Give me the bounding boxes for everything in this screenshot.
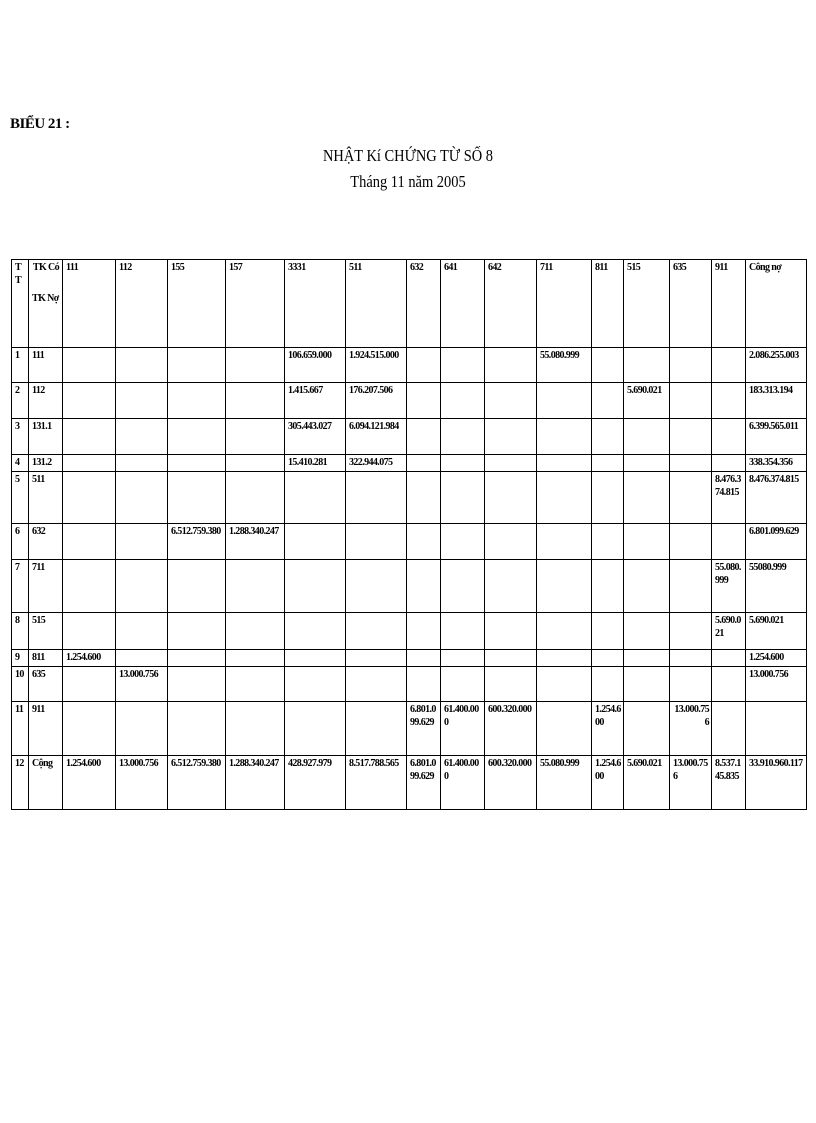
table-cell	[624, 472, 670, 524]
table-cell	[226, 667, 285, 702]
row-number: 1	[12, 348, 29, 383]
table-cell	[116, 560, 168, 613]
table-cell	[226, 560, 285, 613]
table-cell: 61.400.000	[441, 756, 485, 810]
table-row	[12, 756, 807, 810]
ledger-body	[12, 260, 807, 810]
table-cell	[670, 419, 712, 455]
table-cell: 13.000.756	[746, 667, 807, 702]
table-cell: 13.000.756	[116, 667, 168, 702]
table-cell	[407, 667, 441, 702]
table-cell	[63, 613, 116, 650]
table-cell	[226, 383, 285, 419]
row-account: 811	[29, 650, 63, 667]
table-cell	[485, 650, 537, 667]
table-cell	[346, 650, 407, 667]
table-cell	[670, 348, 712, 383]
table-cell	[712, 524, 746, 560]
table-cell	[116, 524, 168, 560]
table-cell: 8.537.145.835	[712, 756, 746, 810]
table-cell: 1.288.340.247	[226, 524, 285, 560]
table-cell: 33.910.960.117	[746, 756, 807, 810]
document-label: BIỂU 21 :	[10, 116, 70, 132]
table-cell	[670, 472, 712, 524]
table-cell	[592, 650, 624, 667]
table-cell	[624, 613, 670, 650]
table-cell	[746, 702, 807, 756]
table-cell	[592, 455, 624, 472]
column-header: 635	[670, 260, 712, 348]
table-cell	[285, 524, 346, 560]
table-cell: 8.517.788.565	[346, 756, 407, 810]
table-cell	[624, 667, 670, 702]
row-account: 511	[29, 472, 63, 524]
table-cell: 1.254.600	[63, 756, 116, 810]
table-cell	[537, 524, 592, 560]
table-cell	[485, 472, 537, 524]
table-cell	[537, 472, 592, 524]
table-cell	[63, 455, 116, 472]
row-number: 3	[12, 419, 29, 455]
table-cell	[407, 560, 441, 613]
table-cell: 106.659.000	[285, 348, 346, 383]
table-cell	[592, 348, 624, 383]
table-cell	[346, 667, 407, 702]
table-row	[12, 524, 807, 560]
table-cell	[592, 524, 624, 560]
table-cell: 5.690.021	[712, 613, 746, 650]
table-cell	[226, 650, 285, 667]
table-cell: 6.801.099.629	[407, 756, 441, 810]
table-cell	[346, 560, 407, 613]
table-cell	[63, 524, 116, 560]
row-account: 112	[29, 383, 63, 419]
table-cell	[441, 650, 485, 667]
table-cell: 6.512.759.380	[168, 524, 226, 560]
table-cell	[116, 455, 168, 472]
table-cell	[168, 419, 226, 455]
table-row	[12, 650, 807, 667]
table-cell	[168, 383, 226, 419]
table-cell	[712, 419, 746, 455]
table-cell	[63, 472, 116, 524]
table-cell	[485, 524, 537, 560]
table-cell	[624, 702, 670, 756]
table-cell	[485, 455, 537, 472]
row-number: 5	[12, 472, 29, 524]
table-cell	[712, 667, 746, 702]
table-cell: 1.254.600	[746, 650, 807, 667]
table-cell	[712, 348, 746, 383]
table-row	[12, 419, 807, 455]
table-cell	[441, 472, 485, 524]
table-cell: 5.690.021	[624, 383, 670, 419]
table-cell	[116, 650, 168, 667]
table-cell	[226, 702, 285, 756]
table-cell	[592, 667, 624, 702]
table-cell	[441, 383, 485, 419]
table-row	[12, 560, 807, 613]
table-cell	[670, 650, 712, 667]
table-cell	[624, 348, 670, 383]
table-cell	[226, 348, 285, 383]
table-cell	[346, 613, 407, 650]
table-row	[12, 667, 807, 702]
table-cell: 1.254.600	[592, 702, 624, 756]
table-cell	[537, 613, 592, 650]
table-cell: 5.690.021	[746, 613, 807, 650]
table-cell	[712, 702, 746, 756]
column-header: 3331	[285, 260, 346, 348]
table-cell: 8.476.374.815	[746, 472, 807, 524]
row-number: 8	[12, 613, 29, 650]
row-number: 6	[12, 524, 29, 560]
table-cell	[441, 667, 485, 702]
table-cell	[624, 650, 670, 667]
document-title: NHẬT Kí CHỨNG TỪ SỐ 8	[322, 146, 493, 165]
table-cell	[346, 524, 407, 560]
table-cell	[346, 472, 407, 524]
row-number: 2	[12, 383, 29, 419]
table-cell	[285, 472, 346, 524]
table-cell	[168, 560, 226, 613]
table-cell	[624, 524, 670, 560]
table-cell	[441, 613, 485, 650]
table-cell: 55.080.999	[712, 560, 746, 613]
header-corner	[29, 260, 63, 348]
table-cell	[168, 650, 226, 667]
table-cell	[226, 419, 285, 455]
table-cell	[592, 560, 624, 613]
table-cell	[537, 650, 592, 667]
column-header: 157	[226, 260, 285, 348]
table-cell	[116, 702, 168, 756]
column-header: 515	[624, 260, 670, 348]
table-cell	[407, 383, 441, 419]
table-cell: 338.354.356	[746, 455, 807, 472]
table-cell	[592, 472, 624, 524]
table-cell	[592, 383, 624, 419]
table-cell	[116, 472, 168, 524]
table-cell	[624, 419, 670, 455]
table-cell: 6.512.759.380	[168, 756, 226, 810]
row-account: Cộng	[29, 756, 63, 810]
table-cell	[712, 383, 746, 419]
table-row	[12, 702, 807, 756]
row-number: 10	[12, 667, 29, 702]
table-row	[12, 348, 807, 383]
table-cell	[537, 667, 592, 702]
table-cell: 183.313.194	[746, 383, 807, 419]
table-cell	[168, 613, 226, 650]
table-cell	[485, 613, 537, 650]
column-header: 511	[346, 260, 407, 348]
table-cell	[407, 419, 441, 455]
table-cell: 55.080.999	[537, 348, 592, 383]
table-cell	[624, 560, 670, 613]
table-cell	[407, 650, 441, 667]
row-account: 131.2	[29, 455, 63, 472]
column-header: 811	[592, 260, 624, 348]
table-cell	[712, 455, 746, 472]
table-cell	[63, 667, 116, 702]
table-cell	[670, 560, 712, 613]
table-cell: 6.801.099.629	[407, 702, 441, 756]
document-subtitle: Tháng 11 năm 2005	[350, 172, 466, 191]
table-cell: 8.476.374.815	[712, 472, 746, 524]
table-cell	[168, 702, 226, 756]
table-cell	[537, 419, 592, 455]
table-cell: 13.000.756	[116, 756, 168, 810]
table-cell	[537, 702, 592, 756]
table-cell	[285, 560, 346, 613]
table-cell	[485, 348, 537, 383]
row-account: 911	[29, 702, 63, 756]
table-cell	[285, 667, 346, 702]
header-row	[12, 260, 807, 348]
table-cell	[407, 472, 441, 524]
table-cell: 600.320.000	[485, 702, 537, 756]
ledger-table	[11, 259, 807, 810]
table-cell	[670, 383, 712, 419]
header-tk-no: TK Nợ	[32, 293, 59, 304]
table-cell	[63, 383, 116, 419]
table-row	[12, 472, 807, 524]
table-cell	[285, 613, 346, 650]
table-cell	[63, 419, 116, 455]
table-cell	[592, 613, 624, 650]
table-cell	[485, 560, 537, 613]
table-cell	[441, 560, 485, 613]
table-cell	[226, 455, 285, 472]
table-cell: 61.400.000	[441, 702, 485, 756]
row-account: 131.1	[29, 419, 63, 455]
table-cell	[407, 348, 441, 383]
row-account: 711	[29, 560, 63, 613]
table-cell: 1.924.515.000	[346, 348, 407, 383]
table-cell: 1.254.600	[592, 756, 624, 810]
table-cell	[63, 560, 116, 613]
row-account: 635	[29, 667, 63, 702]
table-cell	[670, 613, 712, 650]
table-cell	[407, 524, 441, 560]
table-cell	[441, 524, 485, 560]
table-cell: 55.080.999	[537, 756, 592, 810]
table-row	[12, 613, 807, 650]
table-cell: 13.000.756	[670, 756, 712, 810]
table-cell	[485, 419, 537, 455]
column-header: 711	[537, 260, 592, 348]
table-cell	[168, 472, 226, 524]
table-cell	[441, 348, 485, 383]
table-cell: 15.410.281	[285, 455, 346, 472]
table-row	[12, 455, 807, 472]
table-cell	[226, 472, 285, 524]
table-cell	[63, 702, 116, 756]
table-cell	[346, 702, 407, 756]
table-cell	[116, 613, 168, 650]
table-cell: 55080.999	[746, 560, 807, 613]
column-header: 641	[441, 260, 485, 348]
table-cell	[670, 524, 712, 560]
table-cell	[485, 383, 537, 419]
table-cell: 322.944.075	[346, 455, 407, 472]
column-header: 155	[168, 260, 226, 348]
row-account: 515	[29, 613, 63, 650]
table-cell	[407, 455, 441, 472]
table-cell	[537, 560, 592, 613]
table-cell	[624, 455, 670, 472]
column-header: 632	[407, 260, 441, 348]
row-number: 12	[12, 756, 29, 810]
table-cell	[407, 613, 441, 650]
table-cell	[712, 650, 746, 667]
row-number: 9	[12, 650, 29, 667]
table-cell	[116, 419, 168, 455]
table-cell	[226, 613, 285, 650]
table-cell: 600.320.000	[485, 756, 537, 810]
table-cell: 428.927.979	[285, 756, 346, 810]
table-cell	[116, 383, 168, 419]
table-row	[12, 383, 807, 419]
table-cell	[537, 383, 592, 419]
table-cell	[168, 455, 226, 472]
column-header: Công nợ	[746, 260, 807, 348]
header-tt: T T	[12, 260, 29, 348]
column-header: 111	[63, 260, 116, 348]
table-cell: 6.399.565.011	[746, 419, 807, 455]
table-cell	[537, 455, 592, 472]
column-header: 112	[116, 260, 168, 348]
row-account: 111	[29, 348, 63, 383]
table-cell: 176.207.506	[346, 383, 407, 419]
table-cell: 5.690.021	[624, 756, 670, 810]
row-number: 11	[12, 702, 29, 756]
table-cell	[285, 702, 346, 756]
table-cell	[441, 419, 485, 455]
table-cell	[592, 419, 624, 455]
table-cell	[285, 650, 346, 667]
header-tk-co: TK Có	[32, 262, 60, 273]
row-account: 632	[29, 524, 63, 560]
column-header: 642	[485, 260, 537, 348]
row-number: 4	[12, 455, 29, 472]
row-number: 7	[12, 560, 29, 613]
table-cell: 2.086.255.003	[746, 348, 807, 383]
column-header: 911	[712, 260, 746, 348]
table-cell	[168, 667, 226, 702]
table-cell: 6.094.121.984	[346, 419, 407, 455]
table-cell	[670, 455, 712, 472]
table-cell: 1.254.600	[63, 650, 116, 667]
table-cell	[168, 348, 226, 383]
table-cell: 13.000.756	[670, 702, 712, 756]
table-cell	[441, 455, 485, 472]
table-cell: 1.288.340.247	[226, 756, 285, 810]
table-cell	[485, 667, 537, 702]
table-cell	[670, 667, 712, 702]
table-cell: 1.415.667	[285, 383, 346, 419]
table-cell	[116, 348, 168, 383]
table-cell	[63, 348, 116, 383]
table-cell: 6.801.099.629	[746, 524, 807, 560]
table-cell: 305.443.027	[285, 419, 346, 455]
